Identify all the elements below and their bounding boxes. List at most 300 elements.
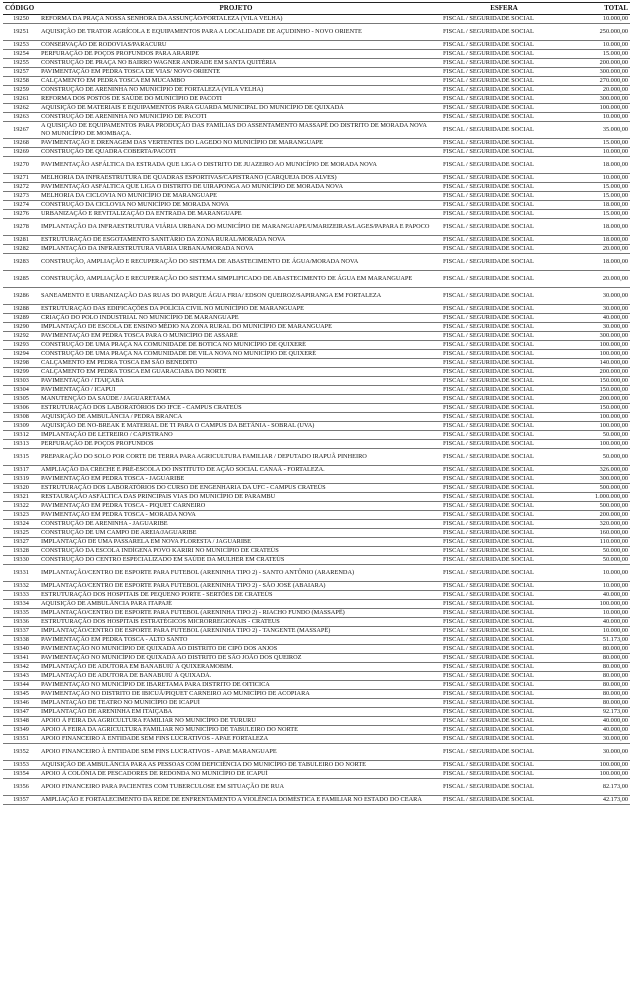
code-cell: 19317	[3, 466, 39, 475]
code-cell: 19342	[3, 663, 39, 672]
code-cell: 19258	[3, 77, 39, 86]
total-cell: 326.000,00	[575, 466, 630, 475]
project-cell: PAVIMENTAÇÃO NO MUNICÍPIO DE IBARETAMA PARA DISTRITO DE OITICICA	[39, 681, 433, 690]
code-cell: 19306	[3, 404, 39, 413]
esfera-cell: FISCAL / SEGURIDADE SOCIAL	[433, 104, 575, 113]
table-row	[3, 157, 630, 174]
project-cell: APOIO FINANCEIRO PARA PACIENTES COM TUBERCULOSE EM SITUAÇÃO DE RUA	[39, 779, 433, 796]
table-row	[3, 475, 630, 484]
project-cell: CALÇAMENTO EM PEDRA TOSCA EM GUARACIABA DO NORTE	[39, 368, 433, 377]
table-row	[3, 24, 630, 41]
code-cell: 19352	[3, 744, 39, 761]
header-esfera: ESFERA	[433, 3, 575, 15]
esfera-cell: FISCAL / SEGURIDADE SOCIAL	[433, 404, 575, 413]
code-cell: 19272	[3, 183, 39, 192]
total-cell: 10.000,00	[575, 582, 630, 591]
project-cell: REFORMA DA PRAÇA NOSSA SENHORA DA ASSUNÇÃO/FORTALEZA (VILA VELHA)	[39, 15, 433, 24]
esfera-cell: FISCAL / SEGURIDADE SOCIAL	[433, 493, 575, 502]
project-cell: AQUISIÇÃO DE NO-BREAK E MATERIAL DE TI PARA O CAMPUS DA BETÂNIA - SOBRAL (UVA)	[39, 422, 433, 431]
project-cell: APOIO À FEIRA DA AGRICULTURA FAMILIAR NO MUNICÍPIO DE TURURU	[39, 717, 433, 726]
project-cell: AQUISIÇÃO DE MATERIAIS E EQUIPAMENTOS PARA GUARDA MUNICIPAL DO MUNICÍPIO DE QUIXADÁ	[39, 104, 433, 113]
table-row	[3, 254, 630, 271]
total-cell: 100.000,00	[575, 341, 630, 350]
total-cell: 100.000,00	[575, 413, 630, 422]
total-cell: 500.000,00	[575, 484, 630, 493]
table-row	[3, 654, 630, 663]
esfera-cell: FISCAL / SEGURIDADE SOCIAL	[433, 681, 575, 690]
project-cell: A QUISIÇÃO DE EQUIPAMENTOS PARA PRODUÇÃO DAS FAMÍLIAS DO ASSENTAMENTO MASSAPÊ DO DISTRITO DE MORADA NOVA NO MUNICÍPIO DE MOMBAÇA.	[39, 122, 433, 139]
total-cell: 80.000,00	[575, 681, 630, 690]
total-cell: 42.173,00	[575, 796, 630, 805]
code-cell: 19254	[3, 50, 39, 59]
esfera-cell: FISCAL / SEGURIDADE SOCIAL	[433, 609, 575, 618]
table-body	[3, 15, 630, 805]
code-cell: 19269	[3, 148, 39, 157]
total-cell: 20.000,00	[575, 245, 630, 254]
esfera-cell: FISCAL / SEGURIDADE SOCIAL	[433, 618, 575, 627]
table-row	[3, 735, 630, 744]
table-row	[3, 359, 630, 368]
esfera-cell: FISCAL / SEGURIDADE SOCIAL	[433, 332, 575, 341]
esfera-cell: FISCAL / SEGURIDADE SOCIAL	[433, 236, 575, 245]
code-cell: 19347	[3, 708, 39, 717]
table-row	[3, 556, 630, 565]
esfera-cell: FISCAL / SEGURIDADE SOCIAL	[433, 86, 575, 95]
esfera-cell: FISCAL / SEGURIDADE SOCIAL	[433, 24, 575, 41]
esfera-cell: FISCAL / SEGURIDADE SOCIAL	[433, 582, 575, 591]
esfera-cell: FISCAL / SEGURIDADE SOCIAL	[433, 148, 575, 157]
table-row	[3, 796, 630, 805]
total-cell: 80.000,00	[575, 672, 630, 681]
table-row	[3, 618, 630, 627]
esfera-cell: FISCAL / SEGURIDADE SOCIAL	[433, 314, 575, 323]
esfera-cell: FISCAL / SEGURIDADE SOCIAL	[433, 636, 575, 645]
table-row	[3, 41, 630, 50]
table-row	[3, 547, 630, 556]
total-cell: 300.000,00	[575, 332, 630, 341]
total-cell: 15.000,00	[575, 139, 630, 148]
table-row	[3, 139, 630, 148]
code-cell: 19283	[3, 254, 39, 271]
table-row	[3, 323, 630, 332]
esfera-cell: FISCAL / SEGURIDADE SOCIAL	[433, 779, 575, 796]
table-row	[3, 466, 630, 475]
project-cell: APOIO FINANCEIRO À ENTIDADE SEM FINS LUCRATIVOS - APAE FORTALEZA	[39, 735, 433, 744]
project-cell: ESTRUTURAÇÃO DOS LABORATÓRIOS DO CURSO DE ENGENHARIA DA UFC - CAMPUS CRATEÚS	[39, 484, 433, 493]
esfera-cell: FISCAL / SEGURIDADE SOCIAL	[433, 538, 575, 547]
esfera-cell: FISCAL / SEGURIDADE SOCIAL	[433, 556, 575, 565]
esfera-cell: FISCAL / SEGURIDADE SOCIAL	[433, 475, 575, 484]
project-cell: CONSTRUÇÃO DE ARENINHA NO MUNICÍPIO DE PACOTI	[39, 113, 433, 122]
esfera-cell: FISCAL / SEGURIDADE SOCIAL	[433, 600, 575, 609]
table-row	[3, 413, 630, 422]
total-cell: 150.000,00	[575, 386, 630, 395]
total-cell: 30.000,00	[575, 744, 630, 761]
esfera-cell: FISCAL / SEGURIDADE SOCIAL	[433, 413, 575, 422]
project-cell: AMPLIAÇÃO DA CRECHE E PRÉ-ESCOLA DO INSTITUTO DE AÇÃO SOCIAL CANAÃ - FORTALEZA.	[39, 466, 433, 475]
esfera-cell: FISCAL / SEGURIDADE SOCIAL	[433, 77, 575, 86]
code-cell: 19263	[3, 113, 39, 122]
project-cell: MANUTENÇÃO DA SAÚDE / JAGUARETAMA	[39, 395, 433, 404]
table-row	[3, 609, 630, 618]
project-cell: IMPLANTAÇÃO DA INFRAESTRUTURA VIÁRIA URBANA DO MUNICÍPIO DE MARANGUAPE/UMARIZEIRAS/LAGES/PAPARA E PAPOCO	[39, 219, 433, 236]
code-cell: 19282	[3, 245, 39, 254]
table-row	[3, 502, 630, 511]
project-cell: IMPLANTAÇÃO DE ARENINHA EM ITAIÇABA	[39, 708, 433, 717]
code-cell: 19337	[3, 627, 39, 636]
total-cell: 30.000,00	[575, 323, 630, 332]
project-cell: CALÇAMENTO EM PEDRA TOSCA EM SÃO BENEDITO	[39, 359, 433, 368]
esfera-cell: FISCAL / SEGURIDADE SOCIAL	[433, 174, 575, 183]
table-row	[3, 770, 630, 779]
code-cell: 19273	[3, 192, 39, 201]
table-row	[3, 77, 630, 86]
code-cell: 19267	[3, 122, 39, 139]
code-cell: 19268	[3, 139, 39, 148]
total-cell: 80.000,00	[575, 645, 630, 654]
total-cell: 300.000,00	[575, 68, 630, 77]
esfera-cell: FISCAL / SEGURIDADE SOCIAL	[433, 50, 575, 59]
project-cell: CONSTRUÇÃO DA CICLOVIA NO MUNICÍPIO DE MORADA NOVA	[39, 201, 433, 210]
table-row	[3, 68, 630, 77]
table-row	[3, 288, 630, 305]
total-cell: 50.000,00	[575, 431, 630, 440]
code-cell: 19320	[3, 484, 39, 493]
total-cell: 270.000,00	[575, 77, 630, 86]
table-row	[3, 201, 630, 210]
total-cell: 30.000,00	[575, 735, 630, 744]
table-row	[3, 699, 630, 708]
project-cell: CONSTRUÇÃO DE PRAÇA NO BAIRRO WAGNER ANDRADE EM SANTA QUITÉRIA	[39, 59, 433, 68]
code-cell: 19298	[3, 359, 39, 368]
table-row	[3, 113, 630, 122]
esfera-cell: FISCAL / SEGURIDADE SOCIAL	[433, 591, 575, 600]
total-cell: 50.000,00	[575, 556, 630, 565]
project-cell: RESTAURAÇÃO ASFÁLTICA DAS PRINCIPAIS VIAS DO MUNICÍPIO DE PARAMBU	[39, 493, 433, 502]
table-row	[3, 591, 630, 600]
code-cell: 19276	[3, 210, 39, 219]
code-cell: 19278	[3, 219, 39, 236]
table-row	[3, 341, 630, 350]
code-cell: 19281	[3, 236, 39, 245]
total-cell: 150.000,00	[575, 404, 630, 413]
project-cell: REFORMA DOS POSTOS DE SAÚDE DO MUNICÍPIO DE PACOTI	[39, 95, 433, 104]
code-cell: 19341	[3, 654, 39, 663]
total-cell: 200.000,00	[575, 59, 630, 68]
esfera-cell: FISCAL / SEGURIDADE SOCIAL	[433, 210, 575, 219]
esfera-cell: FISCAL / SEGURIDADE SOCIAL	[433, 699, 575, 708]
project-cell: PAVIMENTAÇÃO EM PEDRA TOSCA - MORADA NOVA	[39, 511, 433, 520]
table-row	[3, 726, 630, 735]
code-cell: 19327	[3, 538, 39, 547]
esfera-cell: FISCAL / SEGURIDADE SOCIAL	[433, 663, 575, 672]
project-cell: PAVIMENTAÇÃO NO MUNICÍPIO DE QUIXADÁ AO DISTRITO DE SÃO JOÃO DOS QUEIROZ	[39, 654, 433, 663]
table-row	[3, 192, 630, 201]
code-cell: 19289	[3, 314, 39, 323]
code-cell: 19312	[3, 431, 39, 440]
esfera-cell: FISCAL / SEGURIDADE SOCIAL	[433, 645, 575, 654]
project-cell: PAVIMENTAÇÃO EM PEDRA TOSCA DE VIAS/ NOVO ORIENTE	[39, 68, 433, 77]
project-cell: AQUISIÇÃO DE AMBULÂNCIA / PEDRA BRANCA	[39, 413, 433, 422]
table-row	[3, 377, 630, 386]
project-cell: PAVIMENTAÇÃO ASFÁLTICA QUE LIGA O DISTRITO DE UIRAPONGA AO MUNICÍPIO DE MORADA NOVA	[39, 183, 433, 192]
code-cell: 19253	[3, 41, 39, 50]
table-row	[3, 15, 630, 24]
esfera-cell: FISCAL / SEGURIDADE SOCIAL	[433, 254, 575, 271]
table-row	[3, 520, 630, 529]
total-cell: 250.000,00	[575, 24, 630, 41]
esfera-cell: FISCAL / SEGURIDADE SOCIAL	[433, 41, 575, 50]
project-cell: PAVIMENTAÇÃO NO DISTRITO DE IBICUÃ/PIQUET CARNEIRO AO MUNICÍPIO DE ACOPIARA	[39, 690, 433, 699]
table-row	[3, 50, 630, 59]
table-row	[3, 210, 630, 219]
table-row	[3, 761, 630, 770]
code-cell: 19304	[3, 386, 39, 395]
project-cell: URBANIZAÇÃO E REVITALIZAÇÃO DA ENTRADA DE MARANGUAPE	[39, 210, 433, 219]
esfera-cell: FISCAL / SEGURIDADE SOCIAL	[433, 350, 575, 359]
table-row	[3, 690, 630, 699]
project-cell: IMPLANTAÇÃO DE UMA PASSARELA EM NOVA FLORESTA / JAGUARIBE	[39, 538, 433, 547]
esfera-cell: FISCAL / SEGURIDADE SOCIAL	[433, 219, 575, 236]
table-row	[3, 386, 630, 395]
project-cell: CONSTRUÇÃO DE QUADRA COBERTA/PACOTI	[39, 148, 433, 157]
total-cell: 30.000,00	[575, 288, 630, 305]
esfera-cell: FISCAL / SEGURIDADE SOCIAL	[433, 761, 575, 770]
code-cell: 19333	[3, 591, 39, 600]
table-row	[3, 183, 630, 192]
esfera-cell: FISCAL / SEGURIDADE SOCIAL	[433, 466, 575, 475]
code-cell: 19346	[3, 699, 39, 708]
code-cell: 19274	[3, 201, 39, 210]
code-cell: 19315	[3, 449, 39, 466]
esfera-cell: FISCAL / SEGURIDADE SOCIAL	[433, 726, 575, 735]
code-cell: 19305	[3, 395, 39, 404]
esfera-cell: FISCAL / SEGURIDADE SOCIAL	[433, 386, 575, 395]
code-cell: 19293	[3, 341, 39, 350]
total-cell: 100.000,00	[575, 440, 630, 449]
project-cell: CONSTRUÇÃO DE UMA PRAÇA NA COMUNIDADE DE VILA NOVA NO MUNICÍPIO DE QUIXERÉ	[39, 350, 433, 359]
total-cell: 40.000,00	[575, 618, 630, 627]
project-cell: CRIAÇÃO DO POLO INDUSTRIAL NO MUNICÍPIO DE MARANGUAPE	[39, 314, 433, 323]
project-cell: AQUISIÇÃO DE TRATOR AGRÍCOLA E EQUIPAMENTOS PARA A LOCALIDADE DE AÇUDINHO - NOVO ORIENTE	[39, 24, 433, 41]
total-cell: 160.000,00	[575, 529, 630, 538]
project-cell: PAVIMENTAÇÃO EM PEDRA TOSCA - JAGUARIBE	[39, 475, 433, 484]
esfera-cell: FISCAL / SEGURIDADE SOCIAL	[433, 341, 575, 350]
code-cell: 19330	[3, 556, 39, 565]
table-row	[3, 305, 630, 314]
project-cell: IMPLANTAÇÃO DE LETREIRO / CAPISTRANO	[39, 431, 433, 440]
code-cell: 19331	[3, 565, 39, 582]
esfera-cell: FISCAL / SEGURIDADE SOCIAL	[433, 305, 575, 314]
project-cell: CONSTRUÇÃO DE ARENINHA - JAGUARIBE	[39, 520, 433, 529]
esfera-cell: FISCAL / SEGURIDADE SOCIAL	[433, 672, 575, 681]
project-cell: AQUISIÇÃO DE AMBULÂNCIA PARA ITAPAJÉ	[39, 600, 433, 609]
total-cell: 15.000,00	[575, 192, 630, 201]
esfera-cell: FISCAL / SEGURIDADE SOCIAL	[433, 520, 575, 529]
project-cell: APOIO À COLÔNIA DE PESCADORES DE REDONDA NO MUNICÍPIO DE ICAPUÍ	[39, 770, 433, 779]
esfera-cell: FISCAL / SEGURIDADE SOCIAL	[433, 139, 575, 148]
code-cell: 19299	[3, 368, 39, 377]
project-cell: ESTRUTURAÇÃO DOS LABORATÓRIOS DO IFCE - CAMPUS CRATEÚS	[39, 404, 433, 413]
project-cell: APOIO À FEIRA DA AGRICULTURA FAMILIAR NO MUNICÍPIO DE TABULEIRO DO NORTE	[39, 726, 433, 735]
esfera-cell: FISCAL / SEGURIDADE SOCIAL	[433, 157, 575, 174]
project-cell: PREPARAÇÃO DO SOLO POR CORTE DE TERRA PARA AGRICULTURA FAMILIAR / DEPUTADO IRAPUÃ PINHEIRO	[39, 449, 433, 466]
total-cell: 200.000,00	[575, 368, 630, 377]
total-cell: 51.173,00	[575, 636, 630, 645]
esfera-cell: FISCAL / SEGURIDADE SOCIAL	[433, 796, 575, 805]
code-cell: 19285	[3, 271, 39, 288]
code-cell: 19332	[3, 582, 39, 591]
project-cell: PAVIMENTAÇÃO NO MUNICÍPIO DE QUIXADÁ AO DISTRITO DE CIPÓ DOS ANJOS	[39, 645, 433, 654]
esfera-cell: FISCAL / SEGURIDADE SOCIAL	[433, 183, 575, 192]
code-cell: 19259	[3, 86, 39, 95]
table-row	[3, 59, 630, 68]
project-cell: CONSTRUÇÃO DO CENTRO ESPECIALIZADO EM SAÚDE DA MULHER EM CRATEÚS	[39, 556, 433, 565]
project-cell: PAVIMENTAÇÃO E DRENAGEM DAS VERTENTES DO LAGEDO NO MUNICÍPIO DE MARANGUAPE	[39, 139, 433, 148]
code-cell: 19348	[3, 717, 39, 726]
total-cell: 200.000,00	[575, 511, 630, 520]
table-row	[3, 350, 630, 359]
total-cell: 30.000,00	[575, 305, 630, 314]
code-cell: 19325	[3, 529, 39, 538]
total-cell: 80.000,00	[575, 699, 630, 708]
total-cell: 80.000,00	[575, 654, 630, 663]
code-cell: 19271	[3, 174, 39, 183]
total-cell: 10.000,00	[575, 15, 630, 24]
esfera-cell: FISCAL / SEGURIDADE SOCIAL	[433, 431, 575, 440]
table-row	[3, 271, 630, 288]
esfera-cell: FISCAL / SEGURIDADE SOCIAL	[433, 368, 575, 377]
project-cell: ESTRUTURAÇÃO DAS EDIFICAÇÕES DA POLÍCIA CIVIL NO MUNICÍPIO DE MARANGUAPE	[39, 305, 433, 314]
total-cell: 10.000,00	[575, 148, 630, 157]
esfera-cell: FISCAL / SEGURIDADE SOCIAL	[433, 359, 575, 368]
code-cell: 19340	[3, 645, 39, 654]
code-cell: 19309	[3, 422, 39, 431]
esfera-cell: FISCAL / SEGURIDADE SOCIAL	[433, 547, 575, 556]
code-cell: 19294	[3, 350, 39, 359]
table-row	[3, 529, 630, 538]
total-cell: 10.000,00	[575, 41, 630, 50]
total-cell: 10.000,00	[575, 609, 630, 618]
project-cell: ESTRUTURAÇÃO DE ESGOTAMENTO SANITÁRIO DA ZONA RURAL/MORADA NOVA	[39, 236, 433, 245]
table-row	[3, 404, 630, 413]
code-cell: 19321	[3, 493, 39, 502]
table-row	[3, 681, 630, 690]
project-cell: IMPLANTAÇÃO DE TEATRO NO MUNICÍPIO DE ICAPUÍ	[39, 699, 433, 708]
code-cell: 19319	[3, 475, 39, 484]
esfera-cell: FISCAL / SEGURIDADE SOCIAL	[433, 122, 575, 139]
total-cell: 15.000,00	[575, 210, 630, 219]
esfera-cell: FISCAL / SEGURIDADE SOCIAL	[433, 502, 575, 511]
table-row	[3, 636, 630, 645]
table-row	[3, 645, 630, 654]
esfera-cell: FISCAL / SEGURIDADE SOCIAL	[433, 654, 575, 663]
esfera-cell: FISCAL / SEGURIDADE SOCIAL	[433, 627, 575, 636]
header-projeto: PROJETO	[39, 3, 433, 15]
total-cell: 150.000,00	[575, 377, 630, 386]
project-cell: CONSTRUÇÃO DA ESCOLA INDÍGENA POVO KARIRI NO MUNICÍPIO DE CRATEÚS	[39, 547, 433, 556]
esfera-cell: FISCAL / SEGURIDADE SOCIAL	[433, 690, 575, 699]
table-header	[3, 3, 630, 15]
esfera-cell: FISCAL / SEGURIDADE SOCIAL	[433, 271, 575, 288]
esfera-cell: FISCAL / SEGURIDADE SOCIAL	[433, 192, 575, 201]
code-cell: 19257	[3, 68, 39, 77]
project-cell: PAVIMENTAÇÃO EM PEDRA TOSCA - ALTO SANTO	[39, 636, 433, 645]
table-row	[3, 368, 630, 377]
esfera-cell: FISCAL / SEGURIDADE SOCIAL	[433, 484, 575, 493]
table-row	[3, 236, 630, 245]
total-cell: 40.000,00	[575, 314, 630, 323]
project-cell: MELHORIA DA CICLOVIA NO MUNICÍPIO DE MARANGUAPE	[39, 192, 433, 201]
project-cell: PAVIMENTAÇÃO / ITAIÇABA	[39, 377, 433, 386]
code-cell: 19345	[3, 690, 39, 699]
project-cell: IMPLANTAÇÃO/CENTRO DE ESPORTE PARA FUTEBOL (ARENINHA TIPO 2) - SÃO JOSÉ (ABAIARA)	[39, 582, 433, 591]
table-row	[3, 708, 630, 717]
code-cell: 19255	[3, 59, 39, 68]
code-cell: 19343	[3, 672, 39, 681]
esfera-cell: FISCAL / SEGURIDADE SOCIAL	[433, 113, 575, 122]
header-row	[3, 3, 630, 15]
code-cell: 19334	[3, 600, 39, 609]
code-cell: 19357	[3, 796, 39, 805]
esfera-cell: FISCAL / SEGURIDADE SOCIAL	[433, 511, 575, 520]
total-cell: 40.000,00	[575, 591, 630, 600]
project-cell: CONSTRUÇÃO DE UMA PRAÇA NA COMUNIDADE DE BOTICA NO MUNICÍPIO DE QUIXERÉ	[39, 341, 433, 350]
project-cell: PAVIMENTAÇÃO EM PEDRA TOSCA PARA O MUNICÍPIO DE ASSARÉ	[39, 332, 433, 341]
total-cell: 35.000,00	[575, 122, 630, 139]
total-cell: 10.000,00	[575, 565, 630, 582]
esfera-cell: FISCAL / SEGURIDADE SOCIAL	[433, 323, 575, 332]
total-cell: 92.173,00	[575, 708, 630, 717]
esfera-cell: FISCAL / SEGURIDADE SOCIAL	[433, 15, 575, 24]
code-cell: 19261	[3, 95, 39, 104]
total-cell: 20.000,00	[575, 271, 630, 288]
total-cell: 1.000.000,00	[575, 493, 630, 502]
total-cell: 18.000,00	[575, 201, 630, 210]
project-cell: ESTRUTURAÇÃO DOS HOSPITAIS DE PEQUENO PORTE - SERTÕES DE CRATEÚS	[39, 591, 433, 600]
project-cell: IMPLANTAÇÃO DE ADUTORA EM BANABUIÚ À QUIXERAMOBIM.	[39, 663, 433, 672]
table-row	[3, 663, 630, 672]
code-cell: 19292	[3, 332, 39, 341]
code-cell: 19353	[3, 761, 39, 770]
table-row	[3, 744, 630, 761]
code-cell: 19313	[3, 440, 39, 449]
esfera-cell: FISCAL / SEGURIDADE SOCIAL	[433, 68, 575, 77]
total-cell: 100.000,00	[575, 104, 630, 113]
header-codigo: CÓDIGO	[3, 3, 39, 15]
total-cell: 80.000,00	[575, 690, 630, 699]
code-cell: 19288	[3, 305, 39, 314]
code-cell: 19354	[3, 770, 39, 779]
code-cell: 19328	[3, 547, 39, 556]
esfera-cell: FISCAL / SEGURIDADE SOCIAL	[433, 529, 575, 538]
project-cell: SANEAMENTO E URBANIZAÇÃO DAS RUAS DO PARQUE ÁGUA FRIA/ EDSON QUEIROZ/SAPIRANGA EM FORTALEZA	[39, 288, 433, 305]
table-row	[3, 148, 630, 157]
total-cell: 200.000,00	[575, 395, 630, 404]
code-cell: 19303	[3, 377, 39, 386]
table-row	[3, 449, 630, 466]
total-cell: 100.000,00	[575, 422, 630, 431]
code-cell: 19262	[3, 104, 39, 113]
code-cell: 19251	[3, 24, 39, 41]
total-cell: 100.000,00	[575, 770, 630, 779]
code-cell: 19336	[3, 618, 39, 627]
total-cell: 18.000,00	[575, 219, 630, 236]
table-row	[3, 565, 630, 582]
code-cell: 19335	[3, 609, 39, 618]
code-cell: 19351	[3, 735, 39, 744]
esfera-cell: FISCAL / SEGURIDADE SOCIAL	[433, 744, 575, 761]
